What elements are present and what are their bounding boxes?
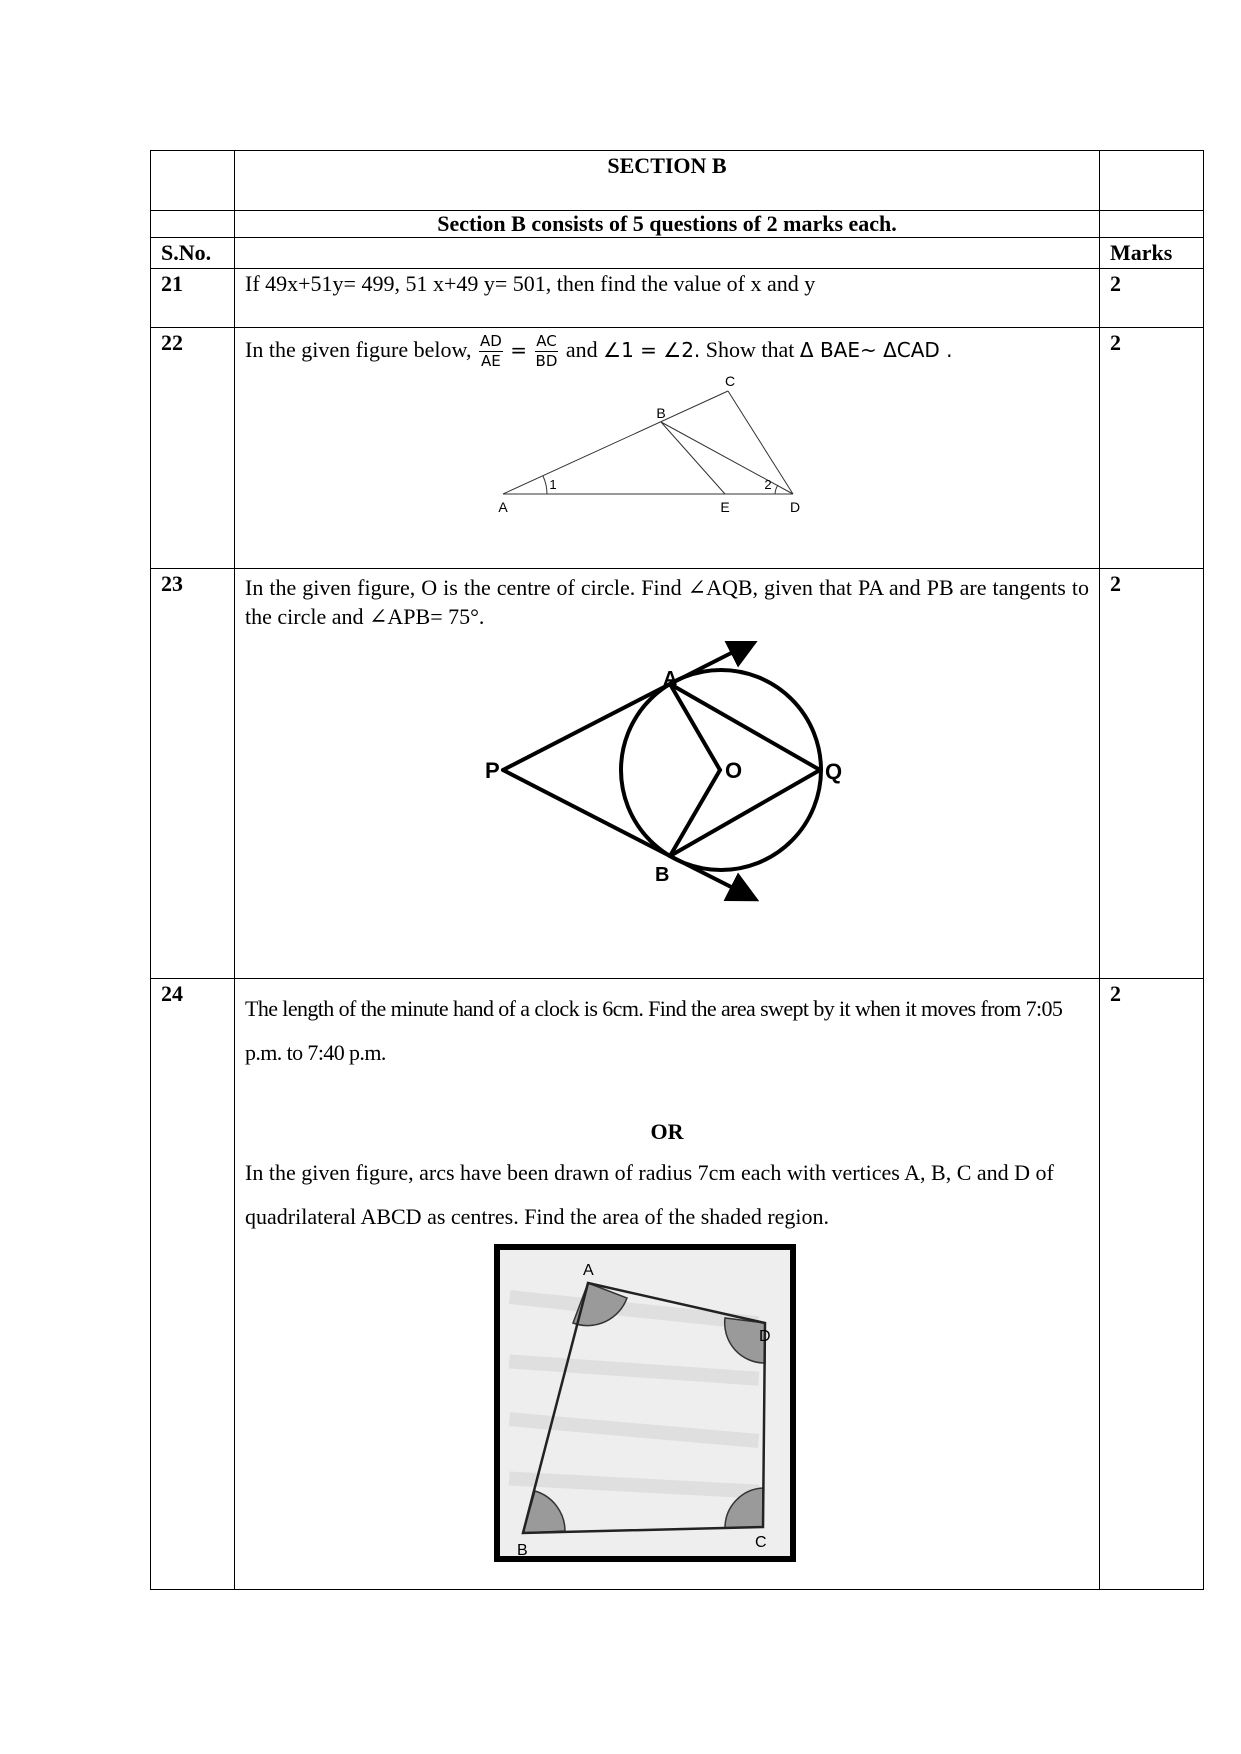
empty-cell bbox=[151, 211, 235, 238]
question-text: In the given figure, O is the centre of circle. Find ∠AQB, given that PA and PB are tangents to the circle and ∠APB= 75°. bbox=[245, 575, 1089, 629]
marks-header: Marks bbox=[1100, 238, 1204, 269]
fraction-numerator: AD bbox=[479, 332, 502, 351]
label-q: Q bbox=[825, 759, 843, 784]
sno-header: S.No. bbox=[151, 238, 235, 269]
question-row-23 bbox=[151, 569, 1204, 979]
label-a: A bbox=[498, 499, 508, 516]
question-number: 21 bbox=[151, 269, 235, 328]
equals-sign: = bbox=[510, 338, 528, 362]
question-text-a: The length of the minute hand of a clock is 6cm. Find the area swept by it when it moves from 7:05 p.m. to 7:40 p.m. bbox=[245, 996, 1063, 1065]
question-row-21 bbox=[151, 269, 1204, 328]
angle-equality: ∠1 = ∠2. bbox=[603, 338, 701, 362]
question-number: 22 bbox=[151, 328, 235, 569]
section-title: SECTION B bbox=[235, 151, 1100, 211]
label-e: E bbox=[720, 499, 730, 516]
label-a: A bbox=[663, 668, 678, 690]
fraction-denominator: AE bbox=[480, 352, 501, 371]
fraction-denominator: BD bbox=[535, 352, 558, 371]
question-text: If 49x+51y= 499, 51 x+49 y= 501, then find the value of x and y bbox=[235, 269, 1100, 328]
fraction-ad-ae bbox=[479, 332, 503, 371]
angle-1-label: 1 bbox=[549, 477, 557, 493]
empty-cell bbox=[235, 238, 1100, 269]
section-subtitle: Section B consists of 5 questions of 2 marks each. bbox=[235, 211, 1100, 238]
label-d: D bbox=[789, 499, 801, 516]
question-body bbox=[235, 328, 1100, 569]
question-number: 23 bbox=[151, 569, 235, 979]
text-prefix: In the given figure below, bbox=[245, 337, 472, 362]
question-marks: 2 bbox=[1100, 569, 1204, 979]
question-text-b: In the given figure, arcs have been drawn of radius 7cm each with vertices A, B, C and D of quadrilateral ABCD as centres. Find the area of the shaded region. bbox=[245, 1160, 1054, 1229]
empty-cell bbox=[151, 151, 235, 211]
question-marks: 2 bbox=[1100, 979, 1204, 1590]
question-body bbox=[235, 979, 1100, 1590]
question-marks: 2 bbox=[1100, 269, 1204, 328]
label-b: B bbox=[655, 864, 670, 886]
label-b: B bbox=[656, 405, 666, 422]
fraction-numerator: AC bbox=[536, 332, 557, 351]
quadrilateral-figure bbox=[493, 1243, 803, 1563]
or-separator: OR bbox=[650, 1119, 684, 1144]
section-subtitle-row bbox=[151, 211, 1204, 238]
section-b-table bbox=[150, 150, 1204, 1590]
similarity-statement: Δ BAE~ ΔCAD . bbox=[799, 338, 953, 362]
label-b: B bbox=[517, 1542, 528, 1559]
question-body bbox=[235, 569, 1100, 979]
empty-cell bbox=[1100, 151, 1204, 211]
triangle-figure bbox=[485, 367, 845, 527]
label-c: C bbox=[724, 373, 736, 390]
text-and: and bbox=[565, 337, 598, 362]
text-show: Show that bbox=[705, 337, 795, 362]
question-row-24 bbox=[151, 979, 1204, 1590]
column-header-row bbox=[151, 238, 1204, 269]
label-a: A bbox=[583, 1262, 594, 1279]
question-marks: 2 bbox=[1100, 328, 1204, 569]
empty-cell bbox=[1100, 211, 1204, 238]
question-row-22 bbox=[151, 328, 1204, 569]
label-p: P bbox=[485, 758, 500, 783]
label-c: C bbox=[755, 1534, 767, 1551]
circle-tangent-figure bbox=[475, 641, 895, 931]
label-o: O bbox=[725, 758, 743, 783]
question-number: 24 bbox=[151, 979, 235, 1590]
fraction-ac-bd bbox=[535, 332, 559, 371]
question-text bbox=[245, 330, 1089, 371]
section-title-row bbox=[151, 151, 1204, 211]
label-d: D bbox=[759, 1328, 771, 1345]
angle-2-label: 2 bbox=[764, 477, 772, 493]
